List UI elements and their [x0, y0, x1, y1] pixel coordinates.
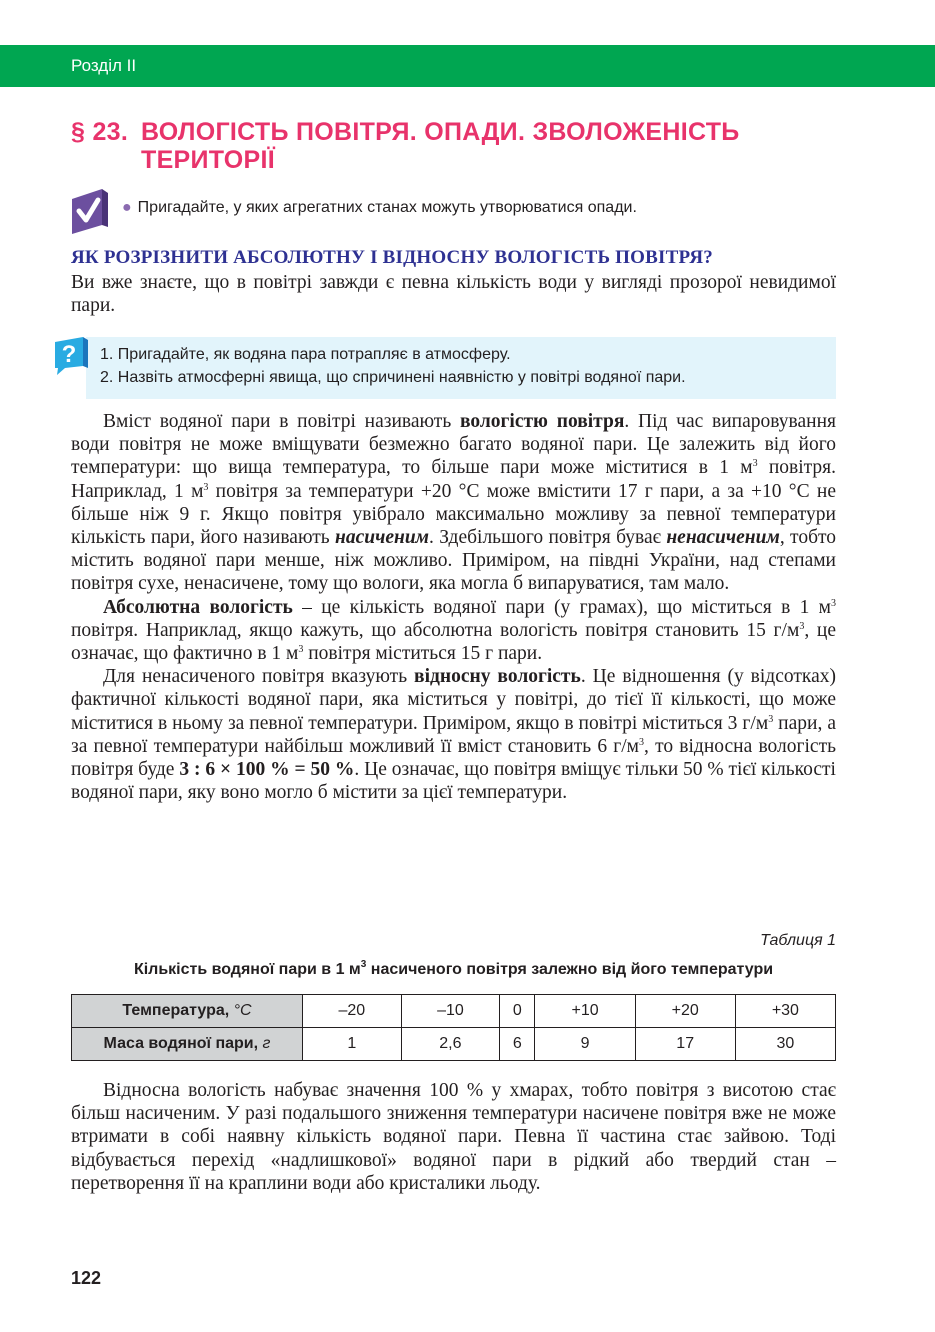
p1-text-2: . Під час випаровування води повітря не може вміщувати безмежно багато водяної пари. Це залежить від його температури: що вища температура, то більше пари може міститися в 1 м	[71, 411, 836, 479]
p1-text-3: повітря. Наприклад, 1 м	[71, 457, 836, 502]
table-cell: –20	[303, 995, 402, 1028]
table-cell: 30	[735, 1028, 835, 1061]
svg-text:?: ?	[61, 341, 77, 368]
paragraph-clouds	[71, 1079, 836, 1195]
table-cell: 0	[500, 995, 535, 1028]
term-relative-humidity: відносну вологість	[414, 666, 581, 688]
p2-text-4: повітря міститься 15 г пари.	[303, 643, 543, 665]
table-cell: 1	[303, 1028, 402, 1061]
p3-text-5: . Це означає, що повітря вміщує тільки 50 % тієї кількості водяної пари, яку воно могло б містити за цієї температури.	[71, 759, 836, 804]
intro-text: Ви вже знаєте, що в повітрі завжди є певна кількість води у вигляді прозорої невидимої пари.	[71, 272, 836, 317]
questions-box	[86, 337, 836, 399]
term-unsaturated: ненасиченим	[666, 527, 780, 549]
table-cell: 2,6	[401, 1028, 500, 1061]
section-title-line2: ТЕРИТОРІЇ	[141, 146, 275, 174]
p3-text-1: Для ненасиченого повітря вказують	[103, 666, 415, 688]
p1-text-6: , тобто містить водяної пари менше, ніж можливо. Приміром, на півдні України, над степами повітря сухе, ненасичене, тому що вологи, яка могла б випаруватися, там мало.	[71, 527, 837, 595]
p2-text-1: – це кількість водяної пари (у грамах), що міститься в 1 м	[292, 596, 831, 618]
p3-sup-1: 3	[768, 713, 774, 725]
p1-sup-1: 3	[752, 458, 758, 470]
question-mark-icon	[53, 336, 89, 376]
section-title-line1: ВОЛОГІСТЬ ПОВІТРЯ. ОПАДИ. ЗВОЛОЖЕНІСТЬ	[141, 118, 740, 146]
table-cell: +10	[535, 995, 635, 1028]
table-caption: Таблиця 1	[760, 932, 836, 949]
term-saturated: насиченим	[335, 527, 430, 549]
table-cell: +20	[635, 995, 735, 1028]
table-row-temperature	[72, 995, 836, 1028]
page-number: 122	[71, 1268, 102, 1288]
term-absolute-humidity: Абсолютна вологість	[103, 596, 293, 618]
water-vapor-table	[71, 994, 836, 1061]
p1-text-5: . Здебільшого повітря буває	[429, 527, 667, 549]
table-cell: 6	[500, 1028, 535, 1061]
p1-text-4: повітря за температури +20 °С може вмістити 17 г пари, а за +10 °С не більше ніж 9 г. Якщо повітря увібрало максимально можливу за певної температури кількість пари, його називають	[71, 480, 836, 549]
paragraph-relative-humidity	[71, 665, 836, 804]
question-2: 2. Назвіть атмосферні явища, що спричинені наявністю у повітрі водяної пари.	[100, 369, 686, 386]
p2-sup-2: 3	[799, 620, 805, 632]
checkmark-icon	[70, 187, 110, 235]
p3-text-3: пари, а за певної температури найбільш можливий її вміст становить 6 г/м	[71, 712, 836, 757]
formula: 3 : 6 × 100 % = 50 %	[179, 759, 355, 781]
table-title: Кількість водяної пари в 1 $м^3$ насиченого повітря залежно від його температури	[133, 959, 774, 978]
row-header-mass: Маса водяної пари, г	[72, 1028, 303, 1061]
table-cell: –10	[401, 995, 500, 1028]
question-1: 1. Пригадайте, як водяна пара потрапляє в атмосферу.	[100, 346, 511, 363]
chapter-label: Розділ II	[71, 56, 137, 75]
intro-paragraph	[71, 271, 836, 317]
recall-prompt	[122, 199, 637, 217]
table-cell: 17	[635, 1028, 735, 1061]
term-humidity: вологістю повітря	[459, 411, 625, 432]
chapter-header-bar	[0, 45, 935, 87]
p1-sup-2: 3	[203, 481, 209, 493]
recall-text: Пригадайте, у яких агрегатних станах можуть утворюватися опади.	[137, 199, 637, 216]
paragraph-absolute-humidity	[71, 596, 836, 666]
section-title	[71, 118, 740, 174]
table-row-mass	[72, 1028, 836, 1061]
p3-text-2: . Це відношення (у відсотках) фактичної кількості водяної пари, яка міститься у повітрі, до тієї її кількості, що може міститися в ньому за певної температури. Приміром, якщо в повітрі міститься 3 г/м	[71, 666, 836, 734]
table-cell: 9	[535, 1028, 635, 1061]
p3-sup-2: 3	[639, 736, 645, 748]
p2-sup-3: 3	[298, 644, 304, 656]
p1-text-1: Вміст водяної пари в повітрі називають	[103, 411, 460, 432]
p2-text-2: повітря. Наприклад, якщо кажуть, що абсолютна вологість повітря становить 15 г/м	[71, 619, 800, 641]
paragraph-humidity	[71, 410, 836, 804]
p3-text-4: , то відносна вологість повітря буде	[71, 735, 836, 781]
p2-text-3: , це означає, що фактично в 1 м	[71, 619, 837, 665]
p2-sup-1: 3	[831, 597, 836, 609]
section-number: § 23.	[71, 118, 129, 146]
p4-text: Відносна вологість набуває значення 100 % у хмарах, тобто повітря з висотою стає більш насиченим. У разі подальшого зниження температури насичене повітря вже не може втримати в собі наявну кількість водяної пари. Певна її частина стає зайвою. Тоді відбувається перехід «надлишкової» водяної пари в рідкий або твердий стан – перетворення її на краплини води або кристалики льоду.	[71, 1080, 836, 1194]
bullet-icon: ●	[122, 199, 132, 216]
row-header-temperature: Температура, °С	[72, 995, 303, 1028]
subheading: ЯК РОЗРІЗНИТИ АБСОЛЮТНУ І ВІДНОСНУ ВОЛОГІСТЬ ПОВІТРЯ?	[71, 247, 713, 268]
table-cell: +30	[735, 995, 835, 1028]
